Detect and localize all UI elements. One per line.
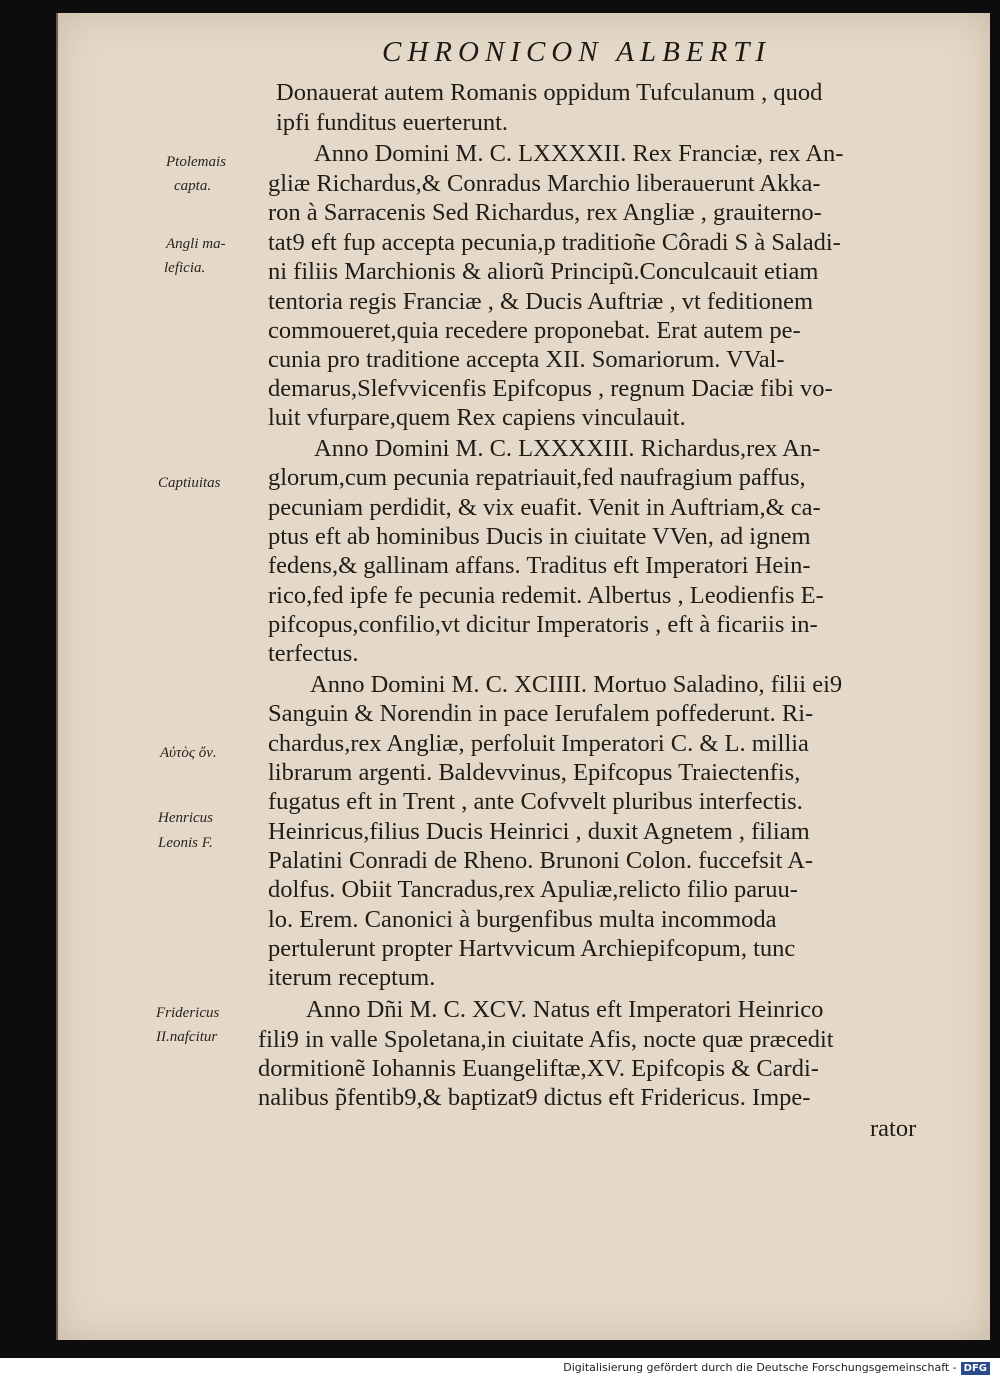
margin-note: II.nafcitur [156, 1029, 218, 1045]
body-line: demarus,Slefvvicenfis Epifcopus , regnum Daciæ fibi vo- [268, 375, 833, 402]
body-line: ipfi funditus euerterunt. [276, 109, 509, 136]
body-line: nalibus p̃fentib9,& baptizat9 dictus eft Fridericus. Impe- [258, 1084, 811, 1111]
body-line: Palatini Conradi de Rheno. Brunoni Colon. fuccefsit A- [268, 847, 814, 874]
body-line: terfectus. [268, 640, 359, 667]
book-page [58, 13, 990, 1340]
body-line: tat9 eft fup accepta pecunia,p traditioñe Côradi S à Saladi- [268, 229, 841, 256]
body-line: Sanguin & Norendin in pace Ierufalem poffederunt. Ri- [268, 700, 814, 727]
body-line: Donauerat autem Romanis oppidum Tufculanum , quod [276, 79, 823, 106]
margin-note: capta. [174, 178, 212, 194]
footer-credit [0, 1361, 990, 1378]
body-line: pertulerunt propter Hartvvicum Archiepifcopum, tunc [268, 935, 796, 962]
body-line: rico,fed ipfe fe pecunia redemit. Albertus , Leodienfis E- [268, 582, 824, 609]
body-line: Heinricus,filius Ducis Heinrici , duxit Agnetem , filiam [268, 818, 810, 845]
body-line: chardus,rex Angliæ, perfoluit Imperatori C. & L. millia [268, 730, 809, 757]
body-line: Anno Domini M. C. LXXXXIII. Richardus,rex An- [314, 435, 821, 462]
body-line: dolfus. Obiit Tancradus,rex Apuliæ,relicto filio paruu- [268, 876, 798, 903]
body-line: rator [870, 1115, 917, 1142]
body-line: glorum,cum pecunia repatriauit,fed naufragium paffus, [268, 464, 806, 491]
body-line: Anno Domini M. C. XCIIII. Mortuo Saladino, filii ei9 [310, 671, 843, 698]
body-line: fili9 in valle Spoletana,in ciuitate Afis, nocte quæ præcedit [258, 1026, 834, 1053]
body-line: ni filiis Marchionis & aliorũ Principũ.Conculcauit etiam [268, 258, 819, 285]
running-head: CHRONICON ALBERTI [382, 36, 772, 68]
body-line: lo. Erem. Canonici à burgenfibus multa incommoda [268, 906, 777, 933]
body-line: fedens,& gallinam affans. Traditus eft Imperatori Hein- [268, 552, 811, 579]
margin-note: leficia. [164, 260, 206, 276]
body-line: Anno Domini M. C. LXXXXII. Rex Franciæ, rex An- [314, 140, 844, 167]
margin-note: Αὐτὸς ὄν. [160, 745, 217, 761]
footer-text: Digitalisierung gefördert durch die Deutsche Forschungsgemeinschaft - [563, 1361, 957, 1374]
body-line: iterum receptum. [268, 964, 436, 991]
margin-note: Leonis F. [158, 835, 213, 851]
body-line: ron à Sarracenis Sed Richardus, rex Angliæ , grauiterno- [268, 199, 822, 226]
body-line: dormitionẽ Iohannis Euangeliftæ,XV. Epifcopis & Cardi- [258, 1055, 819, 1082]
body-line: librarum argenti. Baldevvinus, Epifcopus Traiectenfis, [268, 759, 801, 786]
body-line: tentoria regis Franciæ , & Ducis Auftriæ , vt feditionem [268, 288, 814, 315]
body-line: pifcopus,confilio,vt dicitur Imperatoris , eft à ficariis in- [268, 611, 818, 638]
margin-note: Fridericus [156, 1005, 220, 1021]
body-line: cunia pro traditione accepta XII. Somariorum. VVal- [268, 346, 785, 373]
margin-note: Captiuitas [158, 475, 221, 491]
body-line: commoueret,quia recedere proponebat. Erat autem pe- [268, 317, 801, 344]
dfg-logo: DFG [961, 1362, 990, 1375]
body-line: luit vfurpare,quem Rex capiens vinculauit. [268, 404, 686, 431]
body-line: gliæ Richardus,& Conradus Marchio liberauerunt Akka- [268, 170, 821, 197]
margin-note: Henricus [158, 810, 213, 826]
body-line: Anno Dñi M. C. XCV. Natus eft Imperatori Heinrico [306, 996, 824, 1023]
body-line: pecuniam perdidit, & vix euafit. Venit in Auftriam,& ca- [268, 494, 821, 521]
body-line: ptus eft ab hominibus Ducis in ciuitate VVen, ad ignem [268, 523, 811, 550]
margin-note: Ptolemais [166, 154, 226, 170]
margin-note: Angli ma- [166, 236, 226, 252]
body-line: fugatus eft in Trent , ante Cofvvelt pluribus interfectis. [268, 788, 803, 815]
